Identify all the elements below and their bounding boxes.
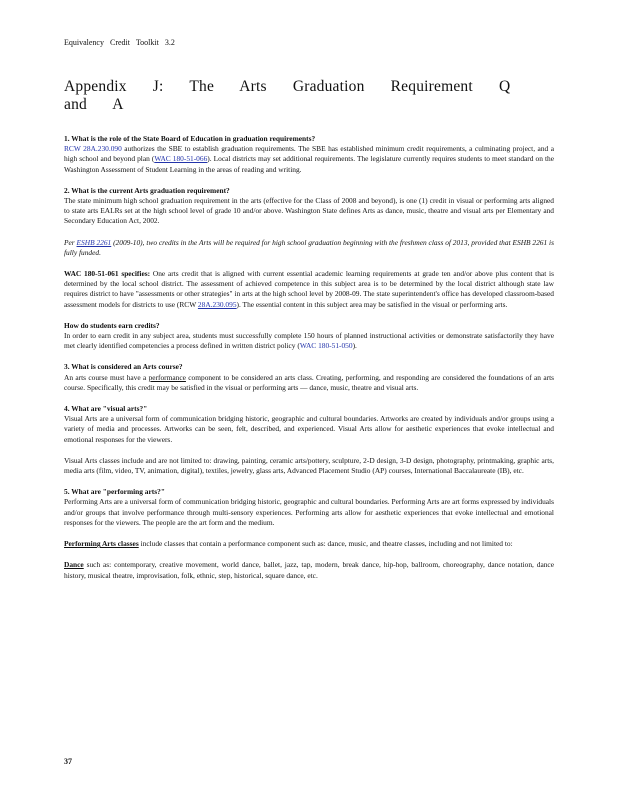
section-role-of-sbe xyxy=(64,134,554,175)
performing-arts-classes-lead: Performing Arts classes xyxy=(64,539,139,549)
rcw-link[interactable]: 28A.230.095 xyxy=(197,299,237,309)
question-heading: How do students earn credits? xyxy=(64,320,160,330)
page-number: 37 xyxy=(64,757,72,766)
question-heading: 1. What is the role of the State Board of Education in graduation requirements? xyxy=(64,134,316,143)
dance-lead: Dance xyxy=(64,560,84,570)
wac-link[interactable]: WAC 180-51-066 xyxy=(154,154,208,164)
question-heading: 2. What is the current Arts graduation requirement? xyxy=(64,185,230,195)
eshb-paragraph: Per ESHB 2261 (2009-10), two credits in the Arts will be required for high school graduation beginning with the freshmen class of 2013, provided that ESHB 2261 is fully funded. xyxy=(64,237,554,257)
section-arts-course xyxy=(64,362,554,393)
dance-paragraph: Dance such as: contemporary, creative movement, world dance, ballet, jazz, tap, modern, break dance, hip-hop, ballroom, choreography, dance notation, dance history, musical theatre, improvisation, folk, ethnic, step, historical, square dance, etc. xyxy=(64,560,554,580)
wac-link[interactable]: WAC 180-51-050 xyxy=(299,341,353,351)
classes-paragraph: Performing Arts classes include classes that contain a performance component such as: dance, music, and theatre classes, including and not limited to: xyxy=(64,539,513,549)
answer-paragraph: An arts course must have a performance component to be considered an arts class. Creating, performing, and responding are considered the foundations of an arts course. Specifically, this credit may be satisfied in the visual or performing arts — dance, music, theatre and visual arts. xyxy=(64,372,554,392)
section-performing-arts xyxy=(64,487,554,528)
section-performing-arts-classes xyxy=(64,539,554,549)
performance-term: performance xyxy=(148,372,186,382)
answer-paragraph: RCW 28A.230.090 authorizes the SBE to establish graduation requirements. The SBE has established minimum credit requirements, a culminating project, and a high school and beyond plan (WAC 180-51-066). Local districts may set additional requirements. The legislature currently requires students to meet standard on the Washington Assessment of Student Learning in the areas of reading and writing. xyxy=(64,144,554,174)
classes-paragraph: Visual Arts classes include and are not limited to: drawing, painting, ceramic arts/pottery, sculpture, 2-D design, 3-D design, photography, printmaking, graphic arts, media arts (film, video, TV, animation, digital), textiles, jewelry, glass arts, Advanced Placement Studio (AP) courses, International Baccalaureate (IB), etc. xyxy=(64,455,554,476)
section-eshb-note xyxy=(64,238,554,258)
section-visual-arts-classes xyxy=(64,456,554,476)
section-wac-specifies xyxy=(64,269,554,310)
page-title: Appendix J: The Arts Graduation Requirement Q and A xyxy=(64,78,511,113)
running-header: Equivalency Credit Toolkit 3.2 xyxy=(64,38,175,47)
answer-paragraph: Visual Arts are a universal form of communication bridging historic, geographic and cultural boundaries. Artworks are created by individuals and/or groups using a variety of media and processes. Artworks can be seen, felt, described, and experienced. Visual Arts allow for aesthetic experiences that evoke intellectual and emotional responses for the viewers. xyxy=(64,414,554,444)
rcw-link[interactable]: RCW 28A.230.090 xyxy=(64,144,122,154)
wac-paragraph: WAC 180-51-061 specifies: One arts credit that is aligned with current essential academic learning requirements at grade ten and/or above plus content that is determined by the local school district. The assessment of achieved competence in this subject area is to be determined by the local district although state law requires district to have "assessments or other strategies" in arts at the high school level by 2008-09. The state superintendent's office has developed classroom-based assessment models for districts to use (RCW 28A.230.095). The essential content in this subject area may be satisfied in the visual or performing arts. xyxy=(64,269,554,309)
section-dance xyxy=(64,560,554,580)
section-visual-arts xyxy=(64,404,554,445)
section-current-requirement xyxy=(64,186,554,227)
eshb-link[interactable]: ESHB 2261 xyxy=(76,237,112,247)
answer-paragraph: The state minimum high school graduation requirement in the arts (effective for the Class of 2008 and beyond), is one (1) credit in visual or performing arts aligned to state arts EALRs set at the high school level of grade 10 and/or above. Washington State defines Arts as dance, music, theatre and visual arts per Elementary and Secondary Education Act, 2002. xyxy=(64,196,554,226)
answer-paragraph: Performing Arts are a universal form of communication bridging historic, geographic and cultural boundaries. Performing Arts are art forms expressed by individuals and/or groups that involve performance through multi-sensory experiences. Performing arts allow for aesthetic experiences that evoke intellectual and emotional responses for the viewers. The people are the art form and the medium. xyxy=(64,497,554,527)
wac-lead: WAC 180-51-061 specifies: xyxy=(64,269,151,279)
answer-paragraph: In order to earn credit in any subject area, students must successfully complete 150 hours of planned instructional activities or demonstrate satisfactorily they have met clearly identified competencies a process defined in written district policy (WAC 180-51-050). xyxy=(64,331,554,351)
question-heading: 3. What is considered an Arts course? xyxy=(64,362,183,372)
question-heading: 5. What are "performing arts?" xyxy=(64,487,165,497)
section-earn-credits xyxy=(64,321,554,352)
question-heading: 4. What are "visual arts?" xyxy=(64,404,148,414)
document-page xyxy=(64,38,554,592)
